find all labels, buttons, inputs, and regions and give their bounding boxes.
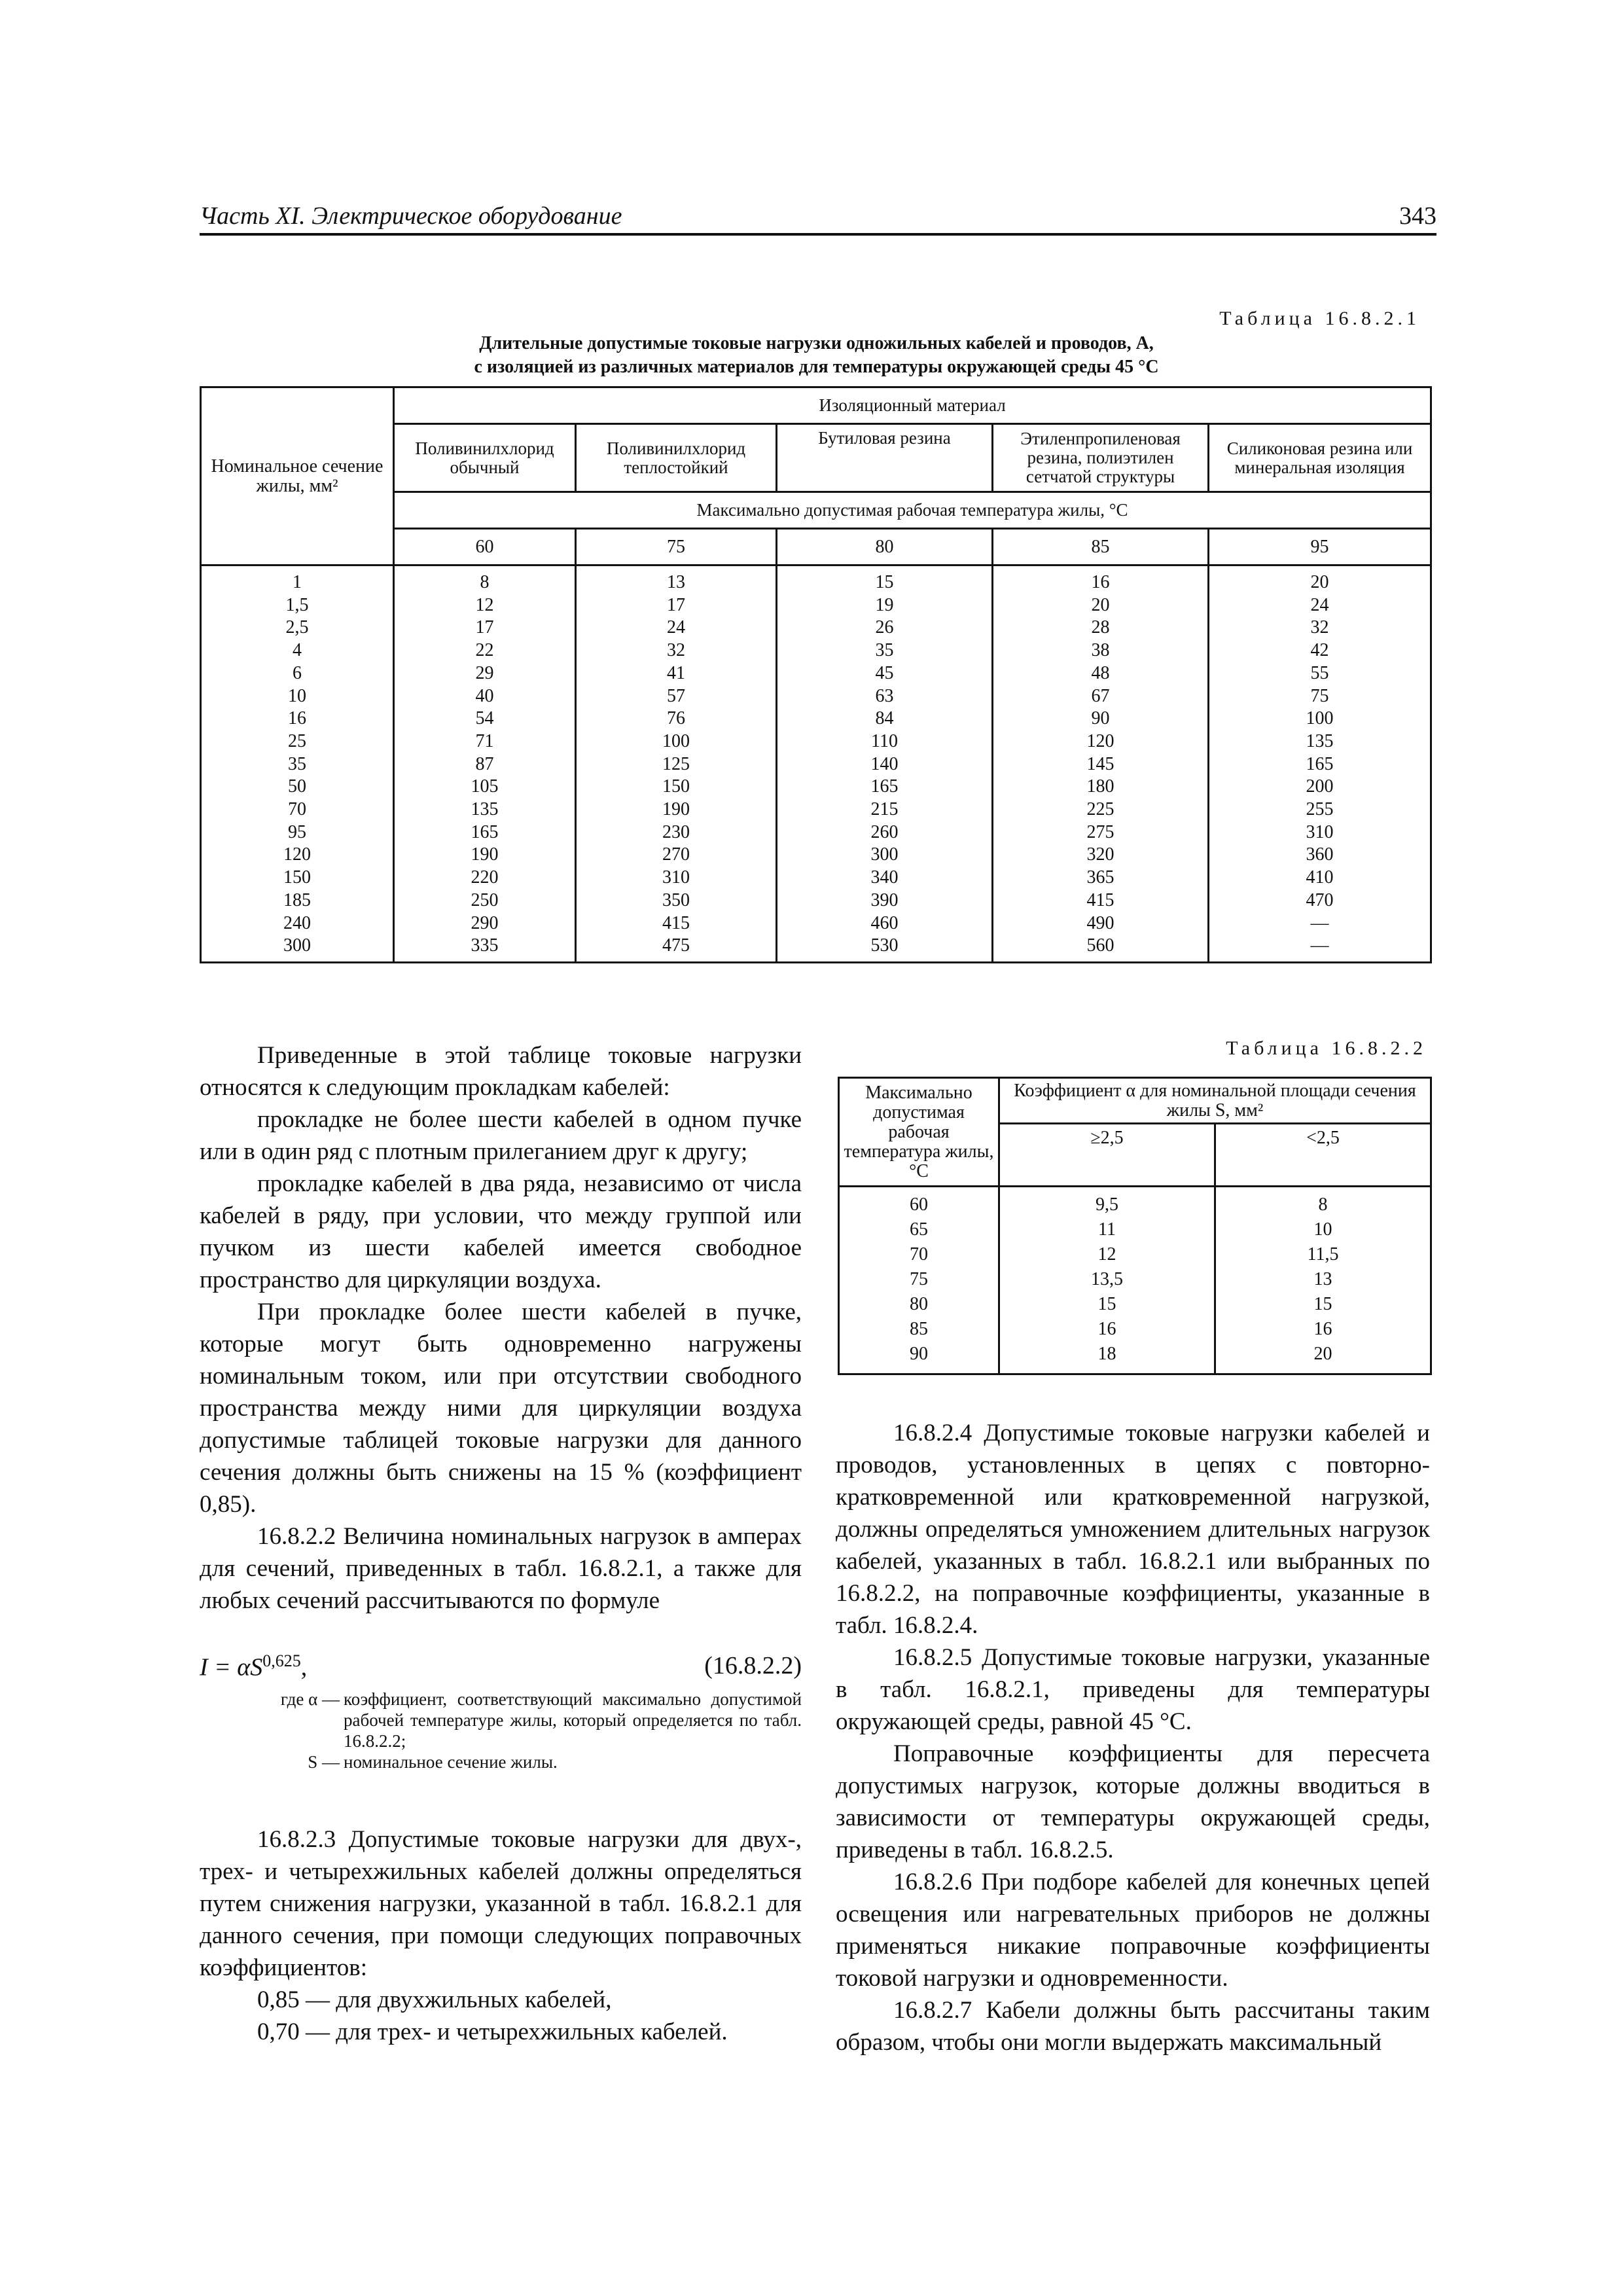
table-1-caption-line: с изоляцией из различных материалов для температуры окружающей среды 45 °С (474, 357, 1159, 377)
table-cell: 90 (910, 1344, 928, 1364)
table-cell: 2,5 (285, 617, 309, 638)
table-cell: 6 (293, 662, 302, 683)
table-cell: 10 (1313, 1219, 1332, 1240)
table-cell: 17 (475, 617, 494, 638)
table-cell: 50 (288, 776, 306, 797)
paragraph: При прокладке более шести кабелей в пучке, которые могут быть одновременно нагружены номинальным током, или при отсутствии свободного пространства между ними для циркуляции воздуха допустимые таблицей токовые нагрузки для данного сечения должны быть снижены на 15 % (коэффициент 0,85). (200, 1299, 802, 1518)
table-cell: 55 (1310, 662, 1329, 683)
table-cell: 13 (667, 572, 685, 592)
table-cell: 1,5 (285, 594, 309, 615)
paragraph: Приведенные в этой таблице токовые нагрузки относятся к следующим прокладкам кабелей: (200, 1042, 802, 1101)
table-1-label: Таблица 16.8.2.1 (1219, 308, 1420, 329)
table-cell: 70 (910, 1244, 928, 1265)
table-1-caption (200, 332, 1433, 379)
table-2-label: Таблица 16.8.2.2 (1226, 1037, 1427, 1059)
load-values-60 (394, 565, 576, 963)
table-cell: 57 (667, 685, 685, 706)
formula-number: (16.8.2.2) (704, 1652, 802, 1679)
table-cell: 25 (288, 730, 306, 751)
alpha-group-header: Коэффициент α для номинальной площади сечения жилы S, мм² (999, 1078, 1431, 1124)
table-cell: 42 (1310, 640, 1329, 661)
table-cell: 310 (662, 867, 690, 888)
table-cell: 16 (1091, 572, 1110, 592)
table-cell: 165 (471, 821, 499, 842)
table-cell: 45 (875, 662, 894, 683)
section-title: Часть XI. Электрическое оборудование (200, 202, 622, 230)
table-cell: 18 (1097, 1344, 1116, 1364)
temperature-column-header: Максимально допустимая рабочая температура жилы, °С (839, 1078, 999, 1187)
table-cell: 8 (480, 572, 490, 592)
table-cell: 13 (1313, 1269, 1332, 1289)
table-cell: 19 (875, 594, 894, 615)
legend-value: номинальное сечение жилы. (344, 1752, 558, 1772)
table-cell: 75 (1310, 685, 1329, 706)
formula-expression (200, 1651, 307, 1682)
formula-exponent: 0,625 (262, 1651, 301, 1670)
table-cell: 135 (1306, 730, 1334, 751)
table-cell: 9,5 (1096, 1194, 1118, 1215)
table-cell: 38 (1091, 640, 1110, 661)
table-cell: 15 (1313, 1294, 1332, 1314)
table-cell: 240 (283, 912, 311, 933)
table-cell: 70 (288, 799, 306, 820)
paragraph: 16.8.2.2 Величина номинальных нагрузок в амперах для сечений, приведенных в табл. 16.8.2.1, а также для любых сечений рассчитываются по формуле (200, 1523, 802, 1614)
right-column-text (836, 1417, 1430, 2058)
formula-16-8-2-2 (200, 1651, 802, 1684)
table-cell: 65 (910, 1219, 928, 1240)
material-header: Поливинилхлорид обычный (394, 424, 576, 492)
table-cell: 120 (1086, 730, 1115, 751)
table-cell: 11 (1098, 1219, 1116, 1240)
table-cell: 22 (475, 640, 494, 661)
legend-row (200, 1751, 802, 1772)
load-values-95 (1209, 565, 1431, 963)
table-cell: 490 (1086, 912, 1115, 933)
table-cell: 13,5 (1091, 1269, 1123, 1289)
table-cell: 84 (875, 708, 894, 729)
table-cell: 225 (1086, 799, 1115, 820)
table-cell: 180 (1086, 776, 1115, 797)
table-cell: 150 (283, 867, 311, 888)
table-cell: 95 (288, 821, 306, 842)
table-cell: 165 (1306, 753, 1334, 774)
paragraph: 16.8.2.5 Допустимые токовые нагрузки, указанные в табл. 16.8.2.1, приведены для температуры окружающей среды, равной 45 °С. (836, 1644, 1430, 1735)
alpha-subheader: <2,5 (1215, 1124, 1431, 1187)
paragraph: 16.8.2.3 Допустимые токовые нагрузки для двух-, трех- и четырехжильных кабелей должны определяться путем снижения нагрузки, указанной в табл. 16.8.2.1 для данного сечения, при помощи следующих поправочных коэффициентов: (200, 1826, 802, 1981)
table-cell: 100 (662, 730, 690, 751)
load-values-85 (993, 565, 1209, 963)
table-cell: 185 (283, 889, 311, 910)
temperature-group-header: Максимально допустимая рабочая температура жилы, °С (394, 492, 1431, 529)
table-cell: 260 (870, 821, 899, 842)
table-current-loads (200, 386, 1432, 963)
table-cell: 165 (870, 776, 899, 797)
table-cell: 365 (1086, 867, 1115, 888)
table-cell: 8 (1318, 1194, 1328, 1215)
table-cell: 475 (662, 935, 690, 956)
table-cell: 125 (662, 753, 690, 774)
table-cell: 250 (471, 889, 499, 910)
alpha-values-ge-2-5 (999, 1187, 1215, 1374)
table-cell: 90 (1091, 708, 1110, 729)
section-column-header: Номинальное сечение жилы, мм² (201, 387, 394, 565)
table-cell: 76 (667, 708, 685, 729)
table-cell: 24 (1310, 594, 1329, 615)
paragraph: 0,85 — для двухжильных кабелей, (257, 1986, 612, 2013)
table-cell: 41 (667, 662, 685, 683)
table-cell: 340 (870, 867, 899, 888)
table-cell: 350 (662, 889, 690, 910)
table-cell: 75 (910, 1269, 928, 1289)
table-cell: 140 (870, 753, 899, 774)
table-cell: 310 (1306, 821, 1334, 842)
table-cell: 145 (1086, 753, 1115, 774)
table-cell: — (1310, 935, 1329, 956)
table-cell: 12 (475, 594, 494, 615)
table-cell: 63 (875, 685, 894, 706)
table-cell: 150 (662, 776, 690, 797)
formula-suffix: , (300, 1653, 308, 1681)
material-header: Поливинилхлорид теплостойкий (576, 424, 777, 492)
table-cell: 20 (1313, 1344, 1332, 1364)
table-cell: 28 (1091, 617, 1110, 638)
table-cell: 360 (1306, 844, 1334, 865)
paragraph: прокладке не более шести кабелей в одном пучке или в один ряд с плотным прилеганием друг к другу; (200, 1106, 802, 1165)
alpha-subheader: ≥2,5 (999, 1124, 1215, 1187)
table-cell: 16 (1097, 1319, 1116, 1339)
table-cell: 71 (475, 730, 494, 751)
legend-key: где α — (280, 1689, 340, 1709)
insulation-group-header: Изоляционный материал (394, 387, 1431, 424)
table-cell: 300 (870, 844, 899, 865)
table-cell: 190 (662, 799, 690, 820)
table-cell: 320 (1086, 844, 1115, 865)
temperature-values (839, 1187, 999, 1374)
table-cell: 255 (1306, 799, 1334, 820)
page-number: 343 (1399, 202, 1436, 230)
table-cell: 110 (871, 730, 898, 751)
table-cell: 24 (667, 617, 685, 638)
table-cell: 54 (475, 708, 494, 729)
table-cell: 200 (1306, 776, 1334, 797)
table-cell: 10 (288, 685, 306, 706)
table-cell: 20 (1310, 572, 1329, 592)
table-cell: 11,5 (1307, 1244, 1339, 1265)
table-cell: 32 (1310, 617, 1329, 638)
table-cell: 415 (662, 912, 690, 933)
paragraph: 16.8.2.4 Допустимые токовые нагрузки кабелей и проводов, установленных в цепях с повторно-кратковременной или кратковременной нагрузкой, должны определяться умножением длительных нагрузок кабелей, указанных в табл. 16.8.2.1 или выбранных по 16.8.2.2, на поправочные коэффициенты, указанные в табл. 16.8.2.4. (836, 1420, 1430, 1639)
table-cell: 35 (288, 753, 306, 774)
formula-legend (200, 1689, 802, 1772)
table-cell: 390 (870, 889, 899, 910)
paragraph: 0,70 — для трех- и четырехжильных кабелей. (257, 2018, 728, 2045)
table-cell: 275 (1086, 821, 1115, 842)
temperature-header: 95 (1209, 529, 1431, 565)
table-cell: 80 (910, 1294, 928, 1314)
table-cell: 230 (662, 821, 690, 842)
table-cell: 87 (475, 753, 494, 774)
paragraph: 16.8.2.6 При подборе кабелей для конечных цепей освещения или нагревательных приборов не должны применяться никакие поправочные коэффициенты токовой нагрузки и одновременности. (836, 1869, 1430, 1992)
table-cell: 4 (293, 640, 302, 661)
paragraph: Поправочные коэффициенты для пересчета допустимых нагрузок, которые должны вводиться в зависимости от температуры окружающей среды, приведены в табл. 16.8.2.5. (836, 1740, 1430, 1863)
table-cell: 560 (1086, 935, 1115, 956)
running-header (200, 196, 1436, 236)
formula-base: I = αS (200, 1653, 263, 1681)
table-cell: 1 (293, 572, 302, 592)
table-cell: 67 (1091, 685, 1110, 706)
paragraph: 16.8.2.7 Кабели должны быть рассчитаны таким образом, чтобы они могли выдержать максимальный (836, 1997, 1430, 2056)
table-cell: 85 (910, 1319, 928, 1339)
table-cell: 16 (1313, 1319, 1332, 1339)
temperature-header: 85 (993, 529, 1209, 565)
table-cell: 120 (283, 844, 311, 865)
table-cell: 12 (1097, 1244, 1116, 1265)
load-values-80 (777, 565, 993, 963)
table-cell: 17 (667, 594, 685, 615)
table-cell: 220 (471, 867, 499, 888)
legend-row (200, 1689, 802, 1751)
table-cell: 135 (471, 799, 499, 820)
table-cell: 29 (475, 662, 494, 683)
table-cell: — (1310, 912, 1329, 933)
table-cell: 20 (1091, 594, 1110, 615)
table-alpha-coefficients (838, 1077, 1432, 1375)
legend-key: S — (308, 1752, 340, 1772)
table-cell: 415 (1086, 889, 1115, 910)
table-cell: 215 (870, 799, 899, 820)
table-cell: 470 (1306, 889, 1334, 910)
alpha-values-lt-2-5 (1215, 1187, 1431, 1374)
table-cell: 26 (875, 617, 894, 638)
temperature-header: 60 (394, 529, 576, 565)
material-header: Силиконовая резина или минеральная изоляция (1209, 424, 1431, 492)
section-values (201, 565, 394, 963)
load-values-75 (576, 565, 777, 963)
table-cell: 48 (1091, 662, 1110, 683)
table-cell: 335 (471, 935, 499, 956)
legend-value: коэффициент, соответствующий максимально допустимой рабочей температуре жилы, который определяется по табл. 16.8.2.2; (344, 1689, 802, 1751)
table-cell: 15 (1097, 1294, 1116, 1314)
table-cell: 410 (1306, 867, 1334, 888)
table-cell: 460 (870, 912, 899, 933)
table-cell: 290 (471, 912, 499, 933)
table-cell: 530 (870, 935, 899, 956)
temperature-header: 80 (777, 529, 993, 565)
paragraph: прокладке кабелей в два ряда, независимо от числа кабелей в ряду, при условии, что между группой или пучком из шести кабелей имеется свободное пространство для циркуляции воздуха. (200, 1170, 802, 1293)
table-1-caption-line: Длительные допустимые токовые нагрузки одножильных кабелей и проводов, А, (479, 333, 1154, 353)
table-cell: 100 (1306, 708, 1334, 729)
material-header: Этиленпропиленовая резина, полиэтилен сетчатой структуры (993, 424, 1209, 492)
table-cell: 40 (475, 685, 494, 706)
table-cell: 300 (283, 935, 311, 956)
table-cell: 15 (875, 572, 894, 592)
temperature-header: 75 (576, 529, 777, 565)
left-column-lower-text (200, 1823, 802, 2048)
left-column-text (200, 1039, 802, 1617)
table-cell: 60 (910, 1194, 928, 1215)
table-cell: 105 (471, 776, 499, 797)
table-cell: 270 (662, 844, 690, 865)
table-cell: 35 (875, 640, 894, 661)
table-cell: 32 (667, 640, 685, 661)
table-cell: 190 (471, 844, 499, 865)
material-header: Бутиловая резина (777, 424, 993, 492)
table-cell: 16 (288, 708, 306, 729)
